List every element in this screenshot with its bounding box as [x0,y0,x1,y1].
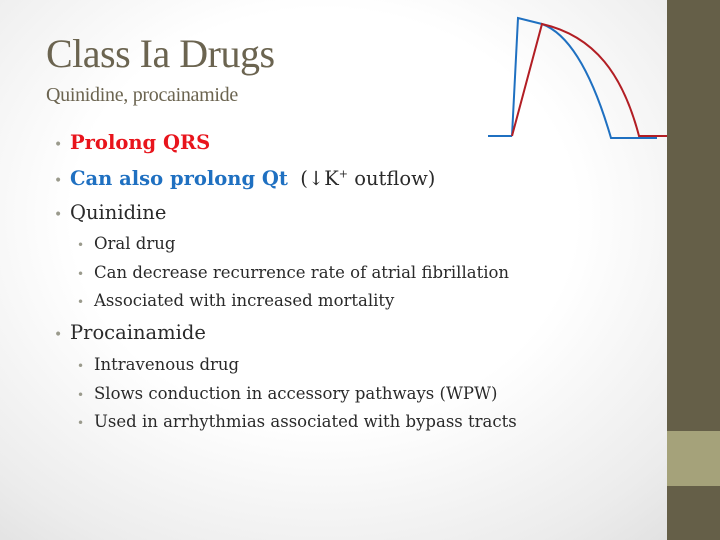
bullet-dot-icon: • [77,359,85,373]
bullet-dot-icon: • [54,327,63,343]
sub-bullet-oral-drug: • Oral drug [77,234,176,253]
bullet-prolong-qt: • Can also prolong Qt (↓K+ outflow) [54,167,436,190]
bullet-dot-icon: • [77,416,85,430]
sub-bullet-atrial-fibrillation: • Can decrease recurrence rate of atrial fibrillation [77,263,510,282]
sub-bullet-mortality: • Associated with increased mortality [77,291,395,310]
bullet-dot-icon: • [77,295,85,309]
action-potential-diagram [485,10,667,145]
bullet-prolong-qrs: • Prolong QRS [54,131,211,154]
bullet-dot-icon: • [77,238,85,252]
slide-title: Class Ia Drugs [46,31,275,76]
sub-bullet-wpw: • Slows conduction in accessory pathways (WPW) [77,384,498,403]
bullet-procainamide: • Procainamide [54,321,206,344]
bullet-dot-icon: • [77,388,85,402]
right-bar-accent-block [667,431,720,486]
bullet-dot-icon: • [54,207,63,223]
bullet-quinidine: • Quinidine [54,201,167,224]
slide-subtitle: Quinidine, procainamide [46,84,238,106]
sub-bullet-intravenous: • Intravenous drug [77,355,240,374]
sub-bullet-bypass-tracts: • Used in arrhythmias associated with bypass tracts [77,412,517,431]
bullet-dot-icon: • [54,137,63,153]
bullet-dot-icon: • [54,173,63,189]
bullet-dot-icon: • [77,267,85,281]
